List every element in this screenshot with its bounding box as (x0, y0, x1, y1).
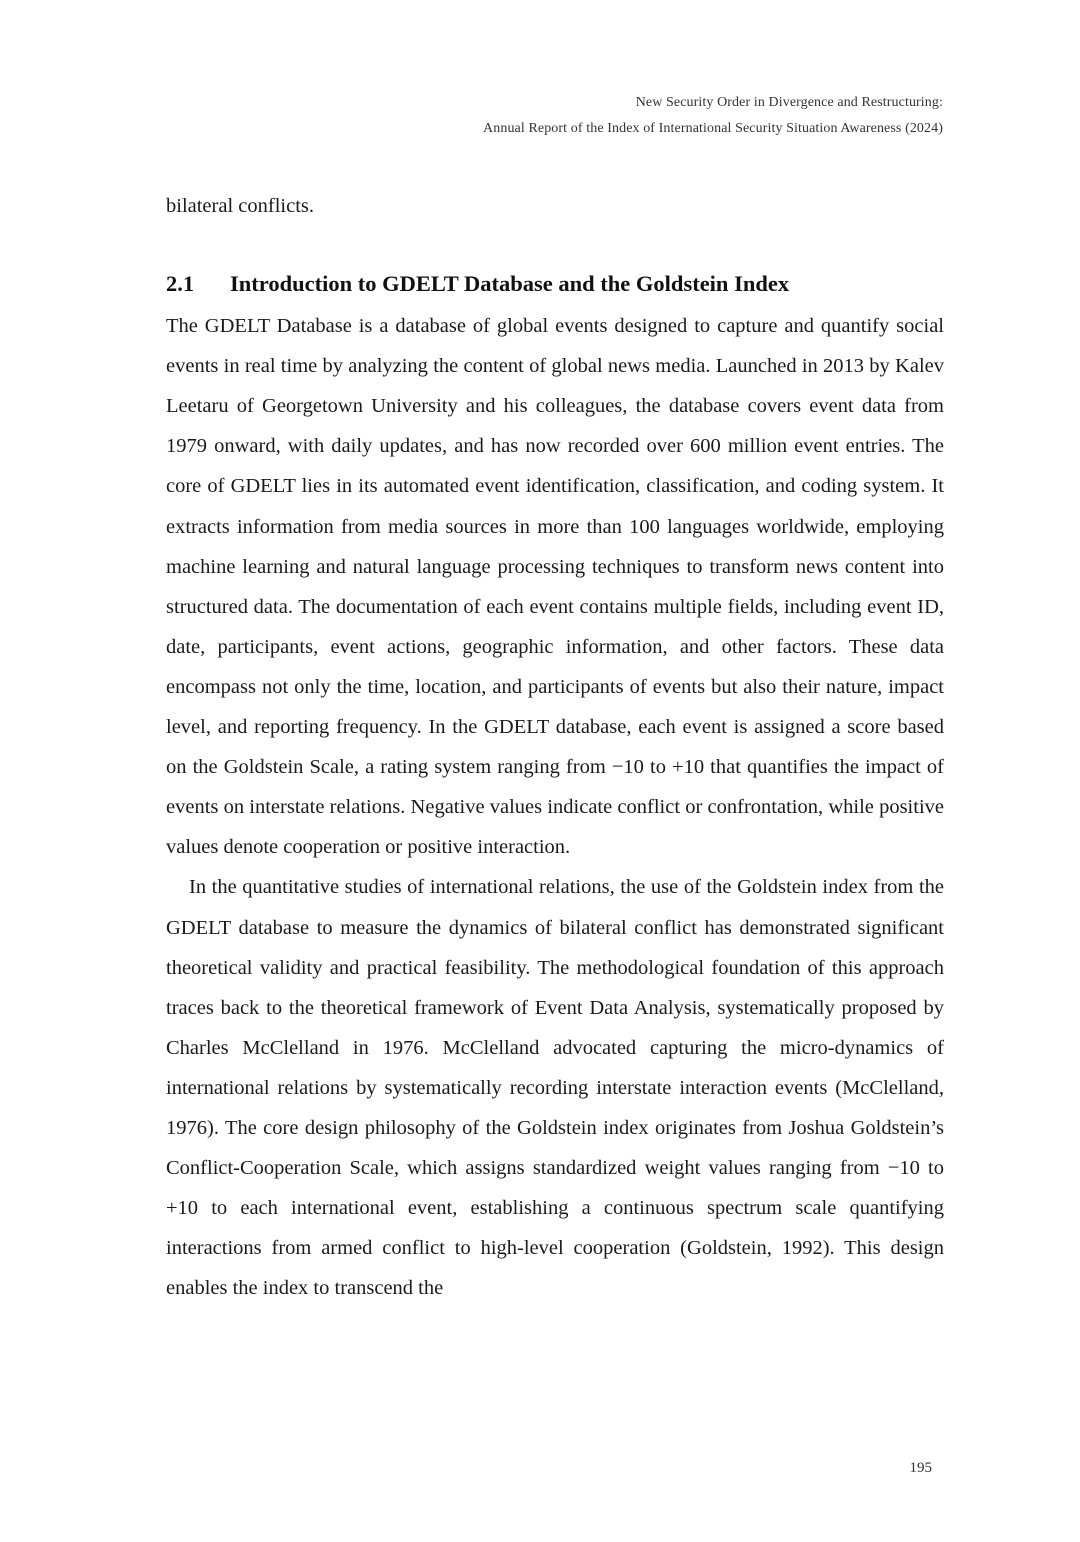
body-text (166, 186, 944, 1308)
page-number: 195 (909, 1460, 932, 1476)
paragraph-1: The GDELT Database is a database of global events designed to capture and quantify social events in real time by analyzing the content of global news media. Launched in 2013 by Kalev Leetaru of Georgetown University and his colleagues, the database covers event data from 1979 onward, with daily updates, and has now recorded over 600 million event entries. The core of GDELT lies in its automated event identification, classification, and coding system. It extracts information from media sources in more than 100 languages worldwide, employing machine learning and natural language processing techniques to transform news content into structured data. The documentation of each event contains multiple fields, including event ID, date, participants, event actions, geographic information, and other factors. These data encompass not only the time, location, and participants of events but also their nature, impact level, and reporting frequency. In the GDELT database, each event is assigned a score based on the Goldstein Scale, a rating system ranging from −10 to +10 that quantifies the impact of events on interstate relations. Negative values indicate conflict or confrontation, while positive values denote cooperation or positive interaction. (166, 315, 944, 859)
running-header (243, 90, 943, 142)
running-header-line-1: New Security Order in Divergence and Restructuring: (635, 95, 943, 110)
section-heading (166, 268, 944, 300)
paragraph-2: In the quantitative studies of international relations, the use of the Goldstein index from the GDELT database to measure the dynamics of bilateral conflict has demonstrated significant theoretical validity and practical feasibility. The methodological foundation of this approach traces back to the theoretical framework of Event Data Analysis, systematically proposed by Charles McClelland in 1976. McClelland advocated capturing the micro-dynamics of international relations by systematically recording interstate interaction events (McClelland, 1976). The core design philosophy of the Goldstein index originates from Joshua Goldstein’s Conflict-Cooperation Scale, which assigns standardized weight values ranging from −10 to +10 to each international event, establishing a continuous spectrum scale quantifying interactions from armed conflict to high-level cooperation (Goldstein, 1992). This design enables the index to transcend the (166, 876, 944, 1300)
section-title: Introduction to GDELT Database and the Goldstein Index (230, 271, 790, 297)
running-header-line-2: Annual Report of the Index of International Security Situation Awareness (2024) (483, 121, 943, 136)
continuation-text: bilateral conflicts. (166, 195, 314, 217)
section-number: 2.1 (166, 271, 195, 297)
